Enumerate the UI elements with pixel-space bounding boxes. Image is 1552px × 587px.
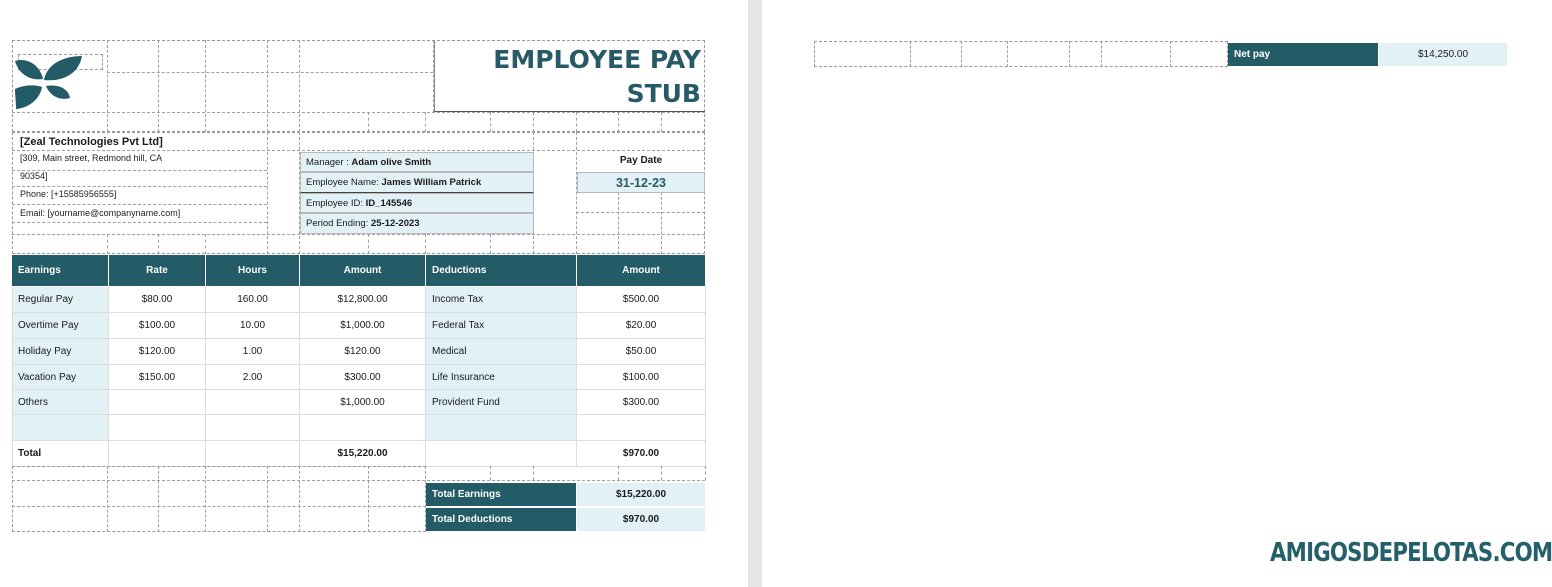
earning-others-rate [109,390,205,414]
deduction-medical-amount: $50.00 [625,346,657,357]
period-ending-label: Period Ending: [306,218,371,229]
page-gutter [748,0,762,587]
deduction-medical-label: Medical [432,346,467,357]
earning-others-label: Others [18,396,49,408]
company-name: [Zeal Technologies Pvt Ltd] [20,136,163,148]
employee-id-label: Employee ID: [306,198,366,209]
earnings-header: Earnings [12,255,108,286]
manager-field [300,152,534,172]
lower-grid [12,466,426,532]
deduction-federal-tax-amount: $20.00 [625,320,657,331]
total-deductions-summary-value: $970.00 [577,508,705,531]
deductions-header: Deductions [426,255,576,286]
earning-overtime-rate: $100.00 [138,320,176,331]
net-pay-value: $14,250.00 [1379,43,1507,66]
earning-vacation-rate: $150.00 [138,371,176,383]
title-line1: EMPLOYEE PAY [493,45,701,74]
deduction-provident-fund-label: Provident Fund [432,396,500,408]
net-pay-label: Net pay [1228,43,1378,66]
deduction-life-insurance-amount: $100.00 [622,371,660,383]
earning-holiday-hours: 1.00 [242,346,263,357]
earning-regular-label: Regular Pay [18,294,74,305]
amount-header: Amount [300,255,425,286]
total-earnings-amount: $15,220.00 [337,448,388,459]
rate-header: Rate [109,255,205,286]
deduction-income-tax-label: Income Tax [432,294,483,305]
company-email: Email: [yourname@companyname.com] [20,208,181,218]
net-pay-grid [814,41,1228,67]
deduction-life-insurance-label: Life Insurance [432,371,495,383]
company-address-line2: 90354] [20,171,48,181]
total-deductions-summary-label: Total Deductions [426,508,576,531]
earning-vacation-label: Vacation Pay [18,371,77,383]
pay-date-label: Pay Date [619,155,663,166]
earning-overtime-label: Overtime Pay [18,320,79,331]
deduction-federal-tax-label: Federal Tax [432,320,485,331]
earning-regular-hours: 160.00 [237,294,268,305]
earning-others-hours [206,390,299,414]
manager-label: Manager : [306,157,352,168]
earning-overtime-amount: $1,000.00 [340,320,385,331]
employee-name-label: Employee Name: [306,177,382,188]
title-line2: STUB [626,79,701,108]
earning-vacation-amount: $300.00 [344,371,381,383]
earning-holiday-label: Holiday Pay [18,346,72,357]
earning-regular-rate: $80.00 [141,294,173,305]
employee-name-field [300,172,534,193]
period-ending-field [300,213,534,234]
hours-header: Hours [206,255,299,286]
manager-value: Adam olive Smith [351,157,432,168]
earning-holiday-rate: $120.00 [138,346,176,357]
total-label: Total [18,448,42,459]
earning-others-amount: $1,000.00 [340,396,385,408]
earning-regular-amount: $12,800.00 [337,294,388,305]
employee-id-value: ID_145546 [365,198,413,209]
deduction-amount-header: Amount [577,255,705,286]
company-address-line1: [309, Main street, Redmond hill, CA [20,153,163,163]
earning-vacation-hours: 2.00 [242,371,263,383]
employee-id-field [300,193,534,213]
employee-name-value: James William Patrick [381,177,482,188]
watermark: AMIGOSDEPELOTAS.COM [1270,538,1552,568]
total-deductions-amount: $970.00 [622,448,660,459]
earning-overtime-hours: 10.00 [239,320,266,331]
pay-date-value: 31-12-23 [577,172,705,193]
right-page [762,0,1512,587]
period-ending-value: 25-12-2023 [370,218,420,229]
deduction-income-tax-amount: $500.00 [622,294,660,305]
total-earnings-summary-value: $15,220.00 [577,483,705,506]
earning-holiday-amount: $120.00 [344,346,381,357]
deduction-provident-fund-amount: $300.00 [622,396,660,408]
page-title [440,43,701,111]
butterfly-logo-icon [13,55,85,111]
total-earnings-summary-label: Total Earnings [426,483,576,506]
company-phone: Phone: [+15585956555] [20,189,117,199]
